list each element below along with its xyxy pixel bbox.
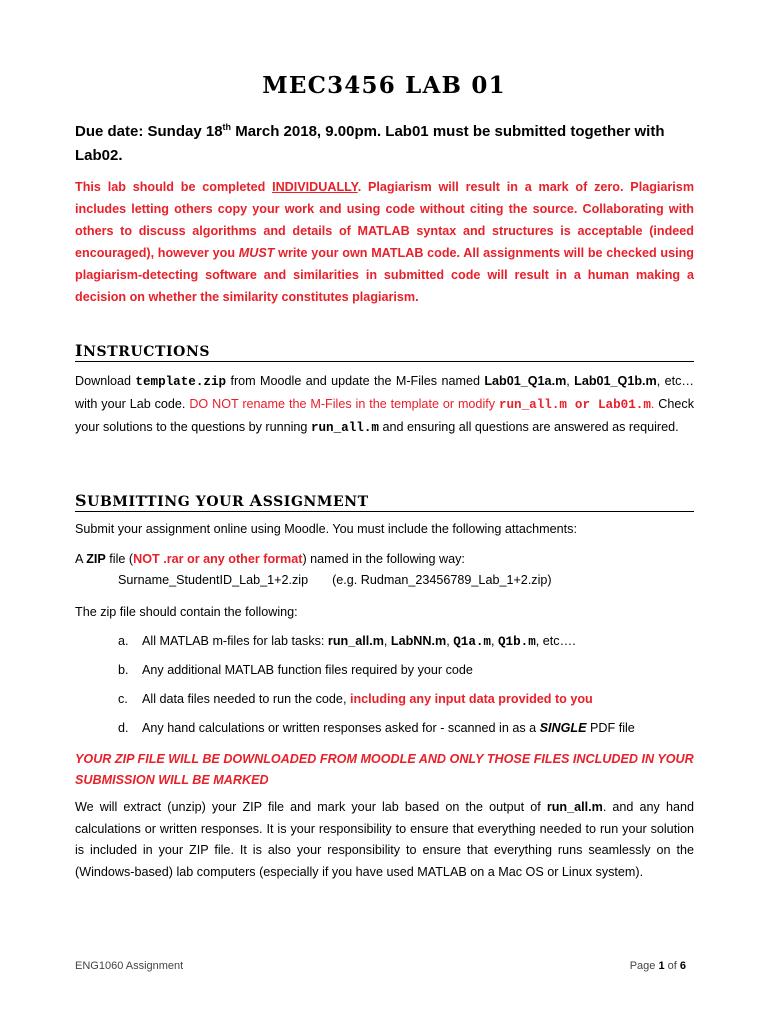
plagiarism-policy: This lab should be completed INDIVIDUALLY. Plagiarism will result in a mark of zero. Plagiarism includes letting others copy your work and using code without citing the source. Collaborating with others to discuss algorithms and details of MATLAB syntax and structures is acceptable (indeed encouraged), however you MUST write your own MATLAB code. All assignments will be checked using plagiarism-detecting software and similarities in submitted code will result in a human making a decision on whether the similarity constitutes plagiarism. bbox=[75, 180, 695, 304]
section-heading-instructions: INSTRUCTIONS bbox=[75, 341, 694, 362]
list-item: b. Any additional MATLAB function files required by your code bbox=[118, 663, 473, 677]
document-title: MEC3456 LAB 01 bbox=[262, 72, 506, 99]
section-heading-submitting: SUBMITTING YOUR ASSIGNMENT bbox=[75, 491, 694, 512]
page-number: Page 1 of 6 bbox=[629, 960, 686, 972]
list-item: a. All MATLAB m-files for lab tasks: run_all.m, LabNN.m, Q1a.m, Q1b.m, etc…. bbox=[118, 634, 576, 649]
submit-intro: Submit your assignment online using Moodle. You must include the following attachments: bbox=[75, 522, 577, 536]
zip-requirement: A ZIP file (NOT .rar or any other format) named in the following way: bbox=[75, 552, 465, 566]
footer-course: ENG1060 Assignment bbox=[75, 960, 184, 972]
zip-naming: Surname_StudentID_Lab_1+2.zip (e.g. Rudman_23456789_Lab_1+2.zip) bbox=[118, 573, 552, 587]
zip-contents-intro: The zip file should contain the following: bbox=[75, 605, 298, 619]
due-date: Due date: Sunday 18th March 2018, 9.00pm. Lab01 must be submitted together with Lab02. bbox=[75, 122, 665, 164]
instructions-paragraph: Download template.zip from Moodle and update the M-Files named Lab01_Q1a.m, Lab01_Q1b.m, etc… with your Lab code. DO NOT rename the M-Files in the template or modify run_all.m or Lab01.m. Check your solutions to the questions by running run_all.m and ensuring all questions are answered as required. bbox=[75, 374, 694, 435]
submission-warning: YOUR ZIP FILE WILL BE DOWNLOADED FROM MOODLE AND ONLY THOSE FILES INCLUDED IN YOUR SUBMISSION WILL BE MARKED bbox=[75, 752, 694, 787]
marking-paragraph: We will extract (unzip) your ZIP file and mark your lab based on the output of run_all.m. and any hand calculations or written responses. It is your responsibility to ensure that everything needed to run your solution is included in your ZIP file. It is also your responsibility to ensure that everything runs seamlessly on the (Windows-based) lab computers (especially if you have used MATLAB on a Mac OS or Linux system). bbox=[75, 800, 694, 879]
page-footer bbox=[75, 960, 686, 972]
list-item: d. Any hand calculations or written responses asked for - scanned in as a SINGLE PDF file bbox=[118, 721, 635, 735]
list-item: c. All data files needed to run the code, including any input data provided to you bbox=[118, 692, 593, 706]
